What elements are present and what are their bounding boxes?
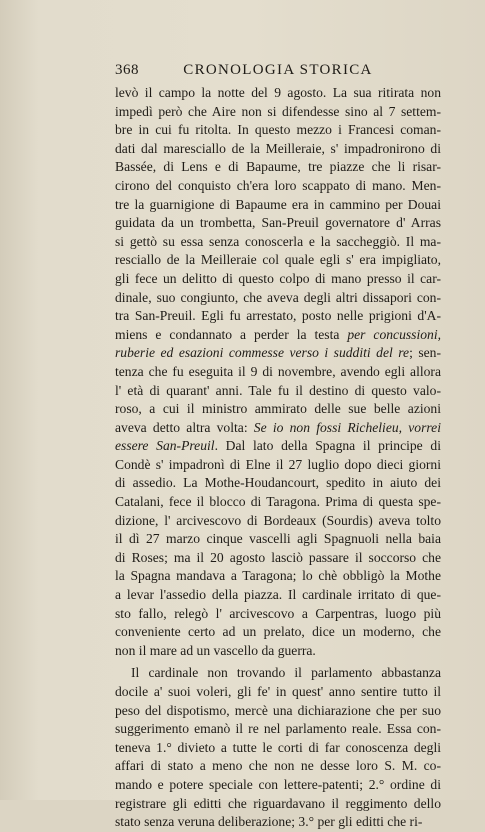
text-line [115,177,441,196]
text-line [115,739,441,758]
text-line [115,549,441,568]
text-run: non il mare ad un vascello da guerra. [115,642,316,658]
text-run: l' età di quarant' anni. Tale fu il destino di questo valo- [115,382,441,398]
text-line [115,623,441,642]
text-run: dinale, suo congiunto, che aveva degli altri dissapori con- [115,289,441,305]
text-line [115,251,441,270]
text-line [115,233,441,252]
text-run: a levar l'assedio della piazza. Il cardinale irritato di que- [115,587,441,603]
text-line [115,289,441,308]
text-line [115,456,441,475]
text-run: mando e potere speciale con lettere-patenti; 2.° ordine di [115,776,441,792]
text-line [115,158,441,177]
text-line [115,84,441,103]
text-run: ; sen- [409,345,441,361]
text-run: gli fece un delitto di questo colpo di mano presso il car- [115,270,441,286]
text-line [115,776,441,795]
text-line [115,103,441,122]
italic-text: per concussioni, [347,326,441,342]
text-line [115,474,441,493]
italic-text: ruberie ed esazioni commesse verso i sudditi del re [115,345,410,361]
text-line [115,437,441,456]
text-run: la Spagna mandava a Taragona; lo chè obbligò la Mothe [115,568,441,584]
text-run: peso del dispotismo, mercè una dichiarazione che per suo [115,702,441,718]
text-run: di assedio. La Mothe-Houdancourt, spedito in aiuto dei [115,475,441,491]
italic-text: essere San-Preuil [115,438,215,454]
text-line [115,586,441,605]
text-run: Il cardinale non trovando il parlamento abbastanza [131,665,441,681]
text-line [115,382,441,401]
text-line [115,605,441,624]
text-run: cirono del conquisto ch'era loro scappato di mano. Men- [115,177,441,193]
text-run: conveniente certo ad un prelato, dice un moderno, che [115,624,441,640]
text-run: di Roses; ma il 20 agosto lasciò passare il soccorso che [115,549,441,565]
text-run: teneva 1.° divieto a tutte le corti di far conoscenza degli [115,739,441,755]
text-run: resciallo de la Meilleraie col quale egli s' era impigliato, [115,252,441,268]
paragraph [115,84,441,660]
text-line [115,757,441,776]
paragraph [115,664,441,831]
text-line [115,813,441,832]
text-line [115,270,441,289]
text-line [115,419,441,438]
text-run: guidata da un trombetta, San-Preuil governatore d' Arras [115,215,441,231]
text-run: aveva detto altra volta: [115,419,254,435]
text-run: . Dal lato della Spagna il principe di [214,438,441,454]
text-run: stato senza veruna deliberazione; 3.° per gli editti che ri- [115,814,423,830]
text-run: levò il campo la notte del 9 agosto. La sua ritirata non [115,85,441,100]
text-line [115,344,441,363]
text-run: Catalani, fece il blocco di Taragona. Prima di questa spe- [115,494,441,510]
text-line [115,642,441,661]
text-run: suggerimento emanò il re nel parlamento reale. Essa con- [115,721,441,737]
text-run: bre in cui fu ritolta. In questo mezzo i Francesi coman- [115,122,441,138]
text-run: tre la guarnigione di Bapaume era in cammino per Douai [115,196,441,212]
text-run: sto fallo, relegò l' arcivescovo a Carpentras, luogo più [115,605,441,621]
text-run: si gettò su essa senza conoscerla e la saccheggiò. Il ma- [115,233,441,249]
text-run: dizione, l' arcivescovo di Bordeaux (Sourdis) aveva tolto [115,512,441,528]
text-run: Bassée, di Lens e di Bapaume, tre piazze che li risar- [115,159,441,175]
italic-text: Se io non fossi Richelieu, vorrei [253,419,441,435]
text-run: dati dal maresciallo de la Meilleraie, s' impadronirono di [115,140,441,156]
body-text [115,84,441,832]
text-line [115,702,441,721]
text-run: affari di stato a meno che non ne desse loro S. M. co- [115,758,441,774]
text-line [115,493,441,512]
text-run: roso, a cui il ministro ammirato delle sue belle azioni [115,401,441,417]
text-line [115,363,441,382]
page-number: 368 [115,62,139,78]
text-line [115,567,441,586]
text-line [115,795,441,814]
text-line [115,664,441,683]
text-line [115,400,441,419]
text-line [115,307,441,326]
text-line [115,720,441,739]
text-run: miens e condannato a perder la testa [115,326,348,342]
text-run: registrare gli editti che riguardavano il reggimento dello [115,795,441,811]
text-run: tra San-Preuil. Egli fu arrestato, posto nelle prigioni d'A- [115,308,441,324]
text-line [115,140,441,159]
text-line [115,683,441,702]
text-line [115,512,441,531]
text-line [115,530,441,549]
text-run: Condè s' impadronì di Elne il 27 luglio dopo dieci giorni [115,456,441,472]
running-title: CRONOLOGIA STORICA [183,62,373,78]
text-line [115,196,441,215]
text-run: tenza che fu eseguita il 9 di novembre, avendo egli allora [115,363,441,379]
text-line [115,121,441,140]
text-run: il dì 27 marzo cinque vascelli agli Spagnuoli nella baia [115,531,441,547]
text-line [115,214,441,233]
page-header [115,62,441,82]
text-line [115,326,441,345]
text-run: docile a' suoi voleri, gli fe' in quest' anno sentire tutto il [115,684,441,699]
text-run: impedì però che Aire non si difendesse sino al 7 settem- [115,103,441,119]
